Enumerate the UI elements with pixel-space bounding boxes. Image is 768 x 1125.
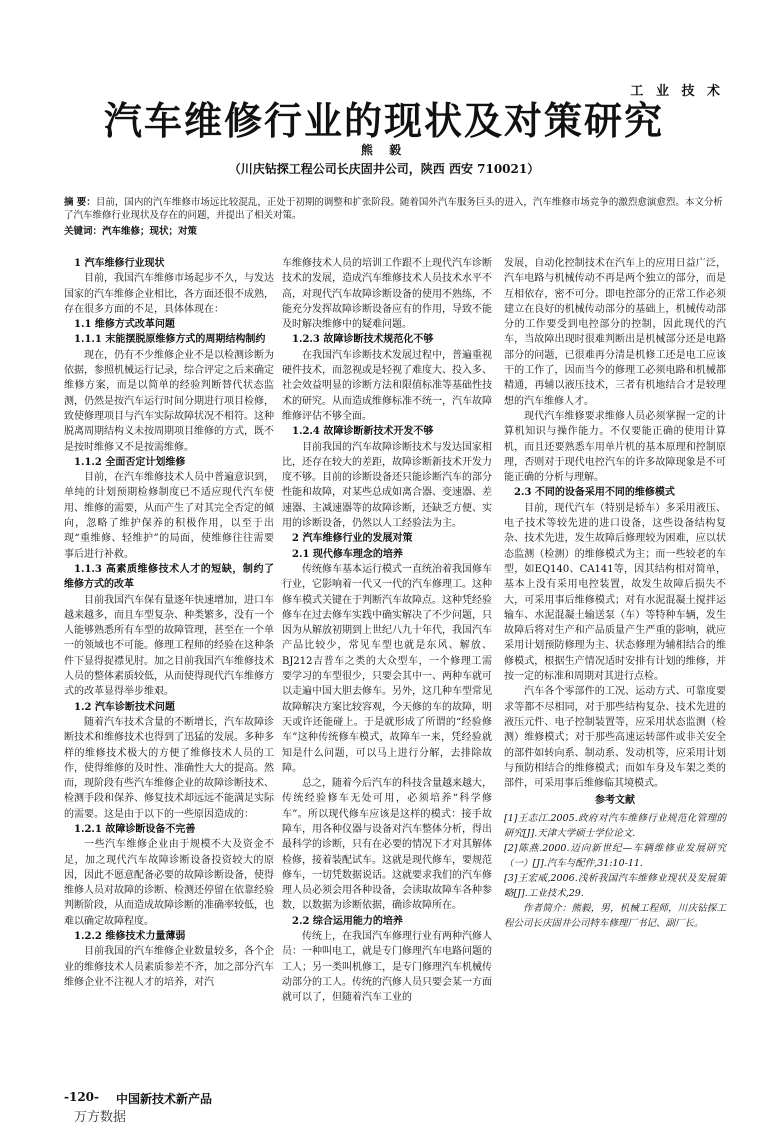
subsection-heading: 1.1.3 高素质维修技术人才的短缺，制约了维修方式的改革: [64, 563, 274, 591]
paragraph: 目前，在汽车维修技术人员中普遍意识到，单纯的计划预期检修制度已不适应现代汽车使用、维修的需要，从而产生了对其完全否定的倾向，忽略了维护保养的积极作用，以至于出现“重维修、轻维护”的局面，使维修往往需要事后进行补救。: [64, 472, 274, 560]
author-name: 熊 毅: [360, 143, 408, 157]
paragraph: 目前，现代汽车（特别是轿车）多采用液压、电子技术等较先进的进口设备，这些设备结构复杂、技术先进，发生故障后修理较为困难，应以状态监测（检测）的维修模式为主；而一些较老的车型，如EQ140、CA141等，因其结构相对简单，基本上没有采用电控装置，故发生故障后损失不大，可采用事后维修模式；对有水泥混凝土搅拌运输车、水泥混凝土输送泵（车）等特种车辆，发生故障后将对生产和产品质量产生严重的影响，就应采用计划预防修理为主、状态修理为辅相结合的维修模式，根据生产情况适时安排有计划的维修，并按一定的标准和周期对其进行点检。: [504, 502, 726, 683]
abstract-label: 摘 要：: [64, 197, 96, 208]
paragraph: 目前我国汽车保有量逐年快速增加，进口车越来越多，而且车型复杂、种类繁多，没有一个人能够熟悉所有车型的故障管理，甚至在一个单一的领域也不可能。修理工程师的经验在这种条件下显得捉襟见肘。加之目前我国汽车维修技术人员的整体素质较低，从而使得现代汽车维修方式的改革显得举步维艰。: [64, 594, 274, 698]
subsection-heading: 1.2.4 故障诊断新技术开发不够: [292, 426, 434, 438]
paragraph: 一些汽车维修企业由于规模不大及资金不足，加之现代汽车故障诊断设备投资较大的原因，因此不愿意配备必要的故障诊断设备，使得维修人员对故障的诊断、检测还停留在依靠经验判断阶段，从而造成故障诊断的准确率较低，也难以确定故障程度。: [64, 839, 274, 927]
keywords: [64, 223, 724, 237]
paragraph: 目前我国的汽车故障诊断技术与发达国家相比，还存在较大的差距，故障诊断新技术开发力度不够。目前的诊断设备还只能诊断汽车的部分性能和故障，对某些总成如离合器、变速器、差速器、主减速器等的故障诊断，还缺乏方便、实用的诊断设备，仍然以人工经验法为主。: [282, 441, 492, 530]
subsection-heading: 2.3 不同的设备采用不同的维修模式: [514, 487, 675, 499]
abstract: [64, 196, 724, 222]
paragraph: 目前我国的汽车维修企业数量较多，各个企业的维修技术人员素质参差不齐，加之部分汽车维修企业不注视人才的培养，对汽: [64, 946, 274, 988]
references-heading: 参考文献: [595, 795, 635, 807]
column-1: [64, 256, 274, 990]
column-2: [282, 256, 492, 1006]
reference-item: [3]王宏威,2006.浅析我国汽车维修业现状及发展策略[J].工业技术,29.: [504, 872, 726, 899]
watermark: 万方数据: [74, 1110, 127, 1125]
subsection-heading: 1.2.1 故障诊断设备不完善: [74, 823, 196, 835]
keywords-label: 关键词：: [64, 226, 103, 237]
subsection-heading: 2.1 现代修车理念的培养: [292, 548, 403, 560]
subsection-heading: 1.1 维修方式改革问题: [74, 319, 175, 331]
subsection-heading: 1.2 汽车诊断技术问题: [74, 701, 175, 713]
author-bio: 作者简介：熊毅，男，机械工程师，川庆钻探工程公司长庆固井公司特车修理厂书记、副厂长。: [504, 902, 726, 929]
page-number: -120-: [64, 1090, 100, 1104]
paragraph: 汽车各个零部件的工况、运动方式、可靠度要求等都不尽相同，对于那些结构复杂、技术先进的液压元件、电子控制装置等，应采用状态监测（检测）维修模式；对于那些高速运转部件或非关安全的部件如转向系、制动系、发动机等，应采用计划与预防相结合的维修模式；而如车身及车架之类的部件，可采用事后维修临其境模式。: [504, 686, 726, 790]
author-affiliation: （川庆钻探工程公司长庆固井公司，陕西 西安 710021）: [228, 162, 540, 176]
subsection-heading: 1.1.1 末能摆脱原维修方式的周期结构制约: [74, 334, 266, 346]
paragraph: 发展，自动化控制技术在汽车上的应用日益广泛，汽车电路与机械传动不再是两个独立的部分，而是互相依存，密不可分。即电控部分的正常工作必须建立在良好的机械传动部分的基础上，机械传动部分的工作要受到电控部分的控制，因此现代的汽车，当故障出现时很难判断出是机械部分还是电路部分的问题，已很难再分清是机修工还是电工应该干的工作了，因而当今的修理工必须电路和机械都精通，再辅以液压技术，三者有机地结合才是较理想的汽车维修人才。: [504, 258, 726, 407]
section-heading: 2 汽车维修行业的发展对策: [292, 533, 413, 545]
paragraph: 目前，我国汽车维修市场起步不久，与发达国家的汽车维修企业相比，各方面还很不成熟，存在很多方面的不足，具体体现在：: [64, 273, 274, 315]
paragraph: 传统上，在我国汽车修理行业有两种汽修人员：一种叫电工，就是专门修理汽车电路问题的工人；另一类叫机修工，是专门修理汽车机械传动部分的工人。传统的汽修人员只要会某一方面就可以了，但随着汽车工业的: [282, 931, 492, 1004]
subsection-heading: 1.1.2 全面否定计划维修: [74, 456, 186, 468]
paragraph: 随着汽车技术含量的不断增长，汽车故障诊断技术和维修技术也得到了迅猛的发展。多种多样的维修技术极大的方便了维修技术人员的工作，使得维修的及时性、准确性大大的提高。然而，现阶段有些汽车维修企业的故障诊断技术、检测手段和保养、修复技术却远远不能满足实际的需要。这是由于以下的一些原因造成的：: [64, 716, 274, 820]
section-heading: 1 汽车维修行业现状: [74, 258, 165, 269]
subsection-heading: 2.2 综合运用能力的培养: [292, 915, 403, 927]
section-label: 工 业 技 术: [630, 84, 724, 99]
column-3: [504, 256, 726, 931]
keywords-text: 汽车维修；现状；对策: [102, 226, 198, 237]
reference-item: [2]陈燕.2000.迈向新世纪—车辆维修业发展研究（一）[J].汽车与配件,31:10-11.: [504, 842, 726, 869]
paragraph: 车维修技术人员的培训工作跟不上现代汽车诊断技术的发展，造成汽车维修技术人员技术水平不高，对现代汽车故障诊断设备的使用不熟练，不能充分发挥故障诊断设备应有的作用，导致不能及时解决维修中的疑难问题。: [282, 258, 492, 331]
paragraph: 总之，随着今后汽车的科技含量越来越大，传统经验修车无处可用，必须培养“科学修车”。所以现代修车应该是这样的模式：接手故障车，用各种仪器与设备对汽车整体分析，得出最科学的诊断，只有在必要的情况下才对其解体检修，接着装配试车。这就是现代修车，要规范修车，一切凭数据说话。这就要求我们的汽车修理人员必须会用各种设备，会读取故障车各种参数，以数据为诊断依据，确诊故障所在。: [282, 778, 492, 912]
paper-title: 汽车维修行业的现状及对策研究: [103, 98, 664, 143]
journal-name: 中国新技术新产品: [116, 1092, 213, 1106]
paragraph: 现在，仍有不少维修企业不是以检测诊断为依据，参照机械运行记录，综合评定之后来确定维修方案，而是以简单的经验判断替代状态监测，仍然是按汽车运行时间分期进行项目检修，致使修理项目与汽车实际故障状况不相符。这种脱离周期结构义未按周期项目维修的方式，既不是按时维修又不是按需维修。: [64, 349, 274, 453]
subsection-heading: 1.2.2 维修技术力量薄弱: [74, 931, 186, 943]
reference-item: [1]王志江.2005.政府对汽车维修行业规范化管理的研究[J].天津大学硕士学位论文.: [504, 812, 726, 839]
paragraph: 现代汽车维修要求维修人员必须掌握一定的计算机知识与操作能力。不仅要能正确的使用计算机，而且还要熟悉车用单片机的基本原理和控制原理，否则对于现代电控汽车的许多故障现象是不可能正确的分析与理解。: [504, 410, 726, 484]
paragraph: 传统修车基本运行模式一直统治着我国修车行业，它影响着一代又一代的汽车修理工。这种修车模式关键在于判断汽车故障点。这种凭经验修车在过去修车实践中确实解决了不少问题，只因为从解放初期到上世纪八九十年代，我国汽车产品比较少，常见车型也就是东风、解放、BJ212吉普车之类的大众型车，一个修理工需要学习的车型很少，只要会其中一、两种车就可以走遍中国大胆去修车。另外，这几种车型常见故障解决方案比较容观，今天修的车的故障，明天或许还能碰上。于是就形成了所谓的“经验修车”这种传统修车模式，故障车一来，凭经验就知是什么问题，可以马上进行分解，去排除故障。: [282, 563, 492, 774]
subsection-heading: 1.2.3 故障诊断技术规范化不够: [292, 334, 434, 346]
abstract-text: 目前，国内的汽车维修市场远比较混乱，正处于初期的调整和扩张阶段。随着国外汽车服务巨头的进入，汽车维修市场竞争的激烈愈演愈烈。本文分析了汽车维修行业现状及存在的问题，并提出了相关对策。: [64, 197, 723, 221]
paragraph: 在我国汽车诊断技术发展过程中，普遍重视硬件技术，而忽视或是轻视了难度大、投入多、社会效益明显的诊断方法和限值标准等基础性技术的研究。从而造成维修标准不统一，汽车故障维修评估不够全面。: [282, 349, 492, 422]
